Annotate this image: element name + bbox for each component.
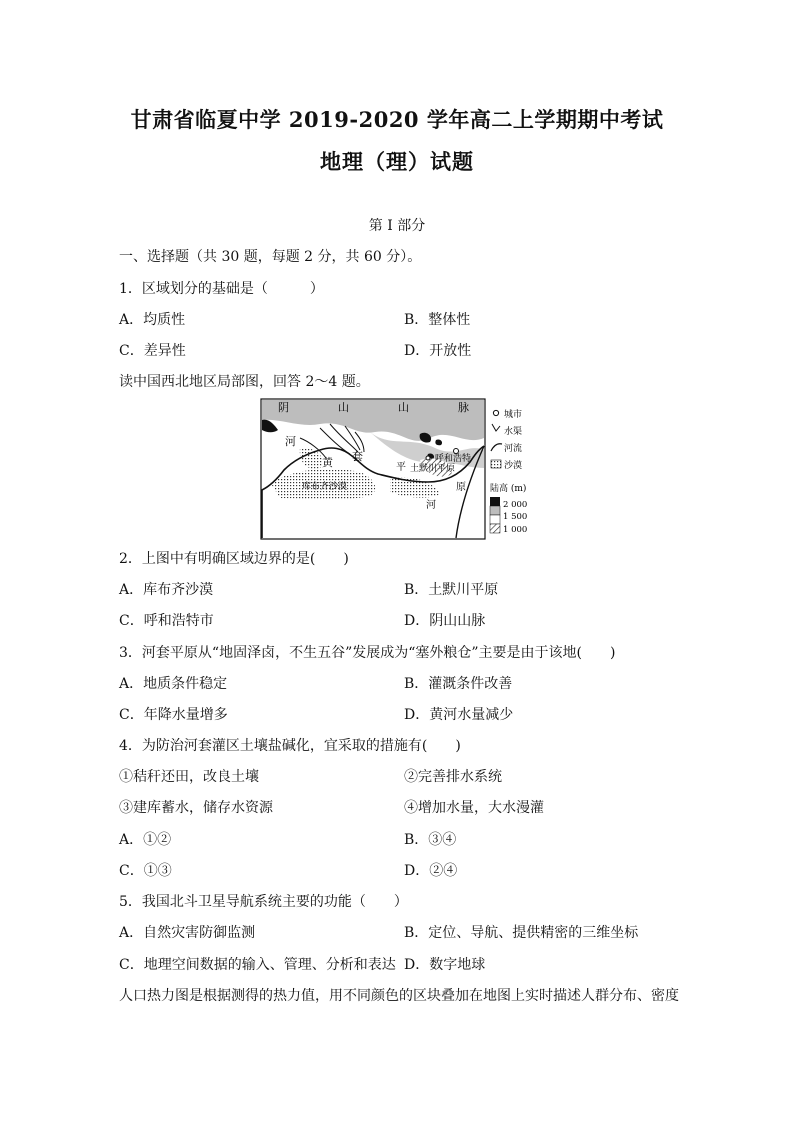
map-label-he2: 河	[426, 500, 436, 511]
q3-option-b: B．灌溉条件改善	[404, 676, 513, 692]
map-label-he: 河	[285, 435, 296, 448]
q5-option-c: C．地理空间数据的输入、管理、分析和表达	[119, 957, 396, 973]
q2-option-a: A．库布齐沙漠	[119, 582, 214, 598]
part-heading: 第 I 部分	[368, 218, 426, 234]
q4-stem: 4．为防治河套灌区土壤盐碱化，宜采取的措施有( )	[119, 738, 461, 754]
map-label-shan2: 山	[398, 401, 409, 414]
footer-passage: 人口热力图是根据测得的热力值，用不同颜色的区块叠加在地图上实时描述人群分布、密度	[119, 988, 679, 1004]
q4-statement-1: ①秸秆还田，改良土壤	[119, 769, 259, 785]
q1-option-a: A．均质性	[119, 312, 186, 328]
q4-option-a: A．①②	[119, 832, 172, 848]
q3-stem: 3．河套平原从“地固泽卤，不生五谷”发展成为“塞外粮仓”主要是由于该地( )	[119, 645, 616, 661]
q4-option-b: B．③④	[404, 832, 457, 848]
exam-subtitle: 地理（理）试题	[320, 149, 474, 174]
q3-option-d: D．黄河水量减少	[404, 707, 514, 723]
map-label-mai: 脉	[458, 401, 469, 414]
map-label-shan: 山	[338, 401, 349, 414]
q5-option-a: A．自然灾害防御监测	[119, 925, 256, 941]
exam-title: 甘肃省临夏中学 2019-2020 学年高二上学期期中考试	[130, 107, 664, 132]
legend-city-icon	[493, 410, 498, 415]
q2-option-b: B．土默川平原	[404, 582, 499, 598]
q4-statement-4: ④增加水量，大水漫灌	[404, 800, 544, 816]
legend-elev-1500-swatch	[490, 506, 500, 515]
q4-option-d: D．②④	[404, 863, 458, 879]
q1-stem: 1．区域划分的基础是（ ）	[119, 281, 324, 297]
map-label-tao: 套	[352, 450, 363, 463]
map-label-huang: 黄	[322, 456, 333, 469]
legend-elev-2000-swatch	[490, 497, 500, 506]
q1-option-b: B．整体性	[404, 312, 471, 328]
legend-elev-below-swatch	[490, 524, 500, 533]
q5-option-b: B．定位、导航、提供精密的三维坐标	[404, 925, 639, 941]
q5-option-d: D．数字地球	[404, 957, 486, 973]
legend-city: 城市	[504, 410, 523, 420]
section-heading: 一、选择题（共 30 题，每题 2 分，共 60 分）。	[119, 249, 422, 265]
legend-elev-1500: 1 500	[503, 512, 528, 522]
legend-elev-1000-swatch	[490, 515, 500, 524]
legend-desert-icon	[491, 460, 501, 468]
map-label-ping: 平	[396, 462, 406, 473]
q4-statement-2: ②完善排水系统	[404, 769, 502, 785]
northwest-china-map	[260, 398, 541, 540]
legend-desert: 沙漠	[504, 461, 523, 471]
q4-option-c: C．①③	[119, 863, 172, 879]
map-label-huhehaote: 呼和浩特	[435, 454, 472, 464]
legend-river-icon	[491, 444, 502, 451]
q2-option-d: D．阴山山脉	[404, 613, 486, 629]
map-label-tumochuan: 土默川平原	[410, 464, 456, 474]
q2-option-c: C．呼和浩特市	[119, 613, 214, 629]
map-intro: 读中国西北地区局部图，回答 2～4 题。	[119, 374, 370, 390]
legend-elev-1000: 1 000	[503, 525, 528, 535]
map-label-yuan: 原	[456, 482, 466, 493]
q3-option-a: A．地质条件稳定	[119, 676, 228, 692]
legend-canal-icon	[492, 424, 500, 431]
q4-statement-3: ③建库蓄水，储存水资源	[119, 800, 273, 816]
legend-canal: 水渠	[504, 427, 523, 437]
map-label-kubuqi: 库布齐沙漠	[302, 482, 348, 492]
legend-river: 河流	[504, 444, 523, 454]
map-label-yin: 阴	[278, 401, 289, 414]
q1-option-c: C．差异性	[119, 343, 186, 359]
q2-stem: 2．上图中有明确区域边界的是( )	[119, 551, 349, 567]
legend-elevation-title: 陆高 (m)	[490, 484, 527, 494]
q5-stem: 5．我国北斗卫星导航系统主要的功能（ ）	[119, 894, 408, 910]
legend-elev-2000: 2 000	[503, 500, 528, 510]
q3-option-c: C．年降水量增多	[119, 707, 228, 723]
q1-option-d: D．开放性	[404, 343, 472, 359]
